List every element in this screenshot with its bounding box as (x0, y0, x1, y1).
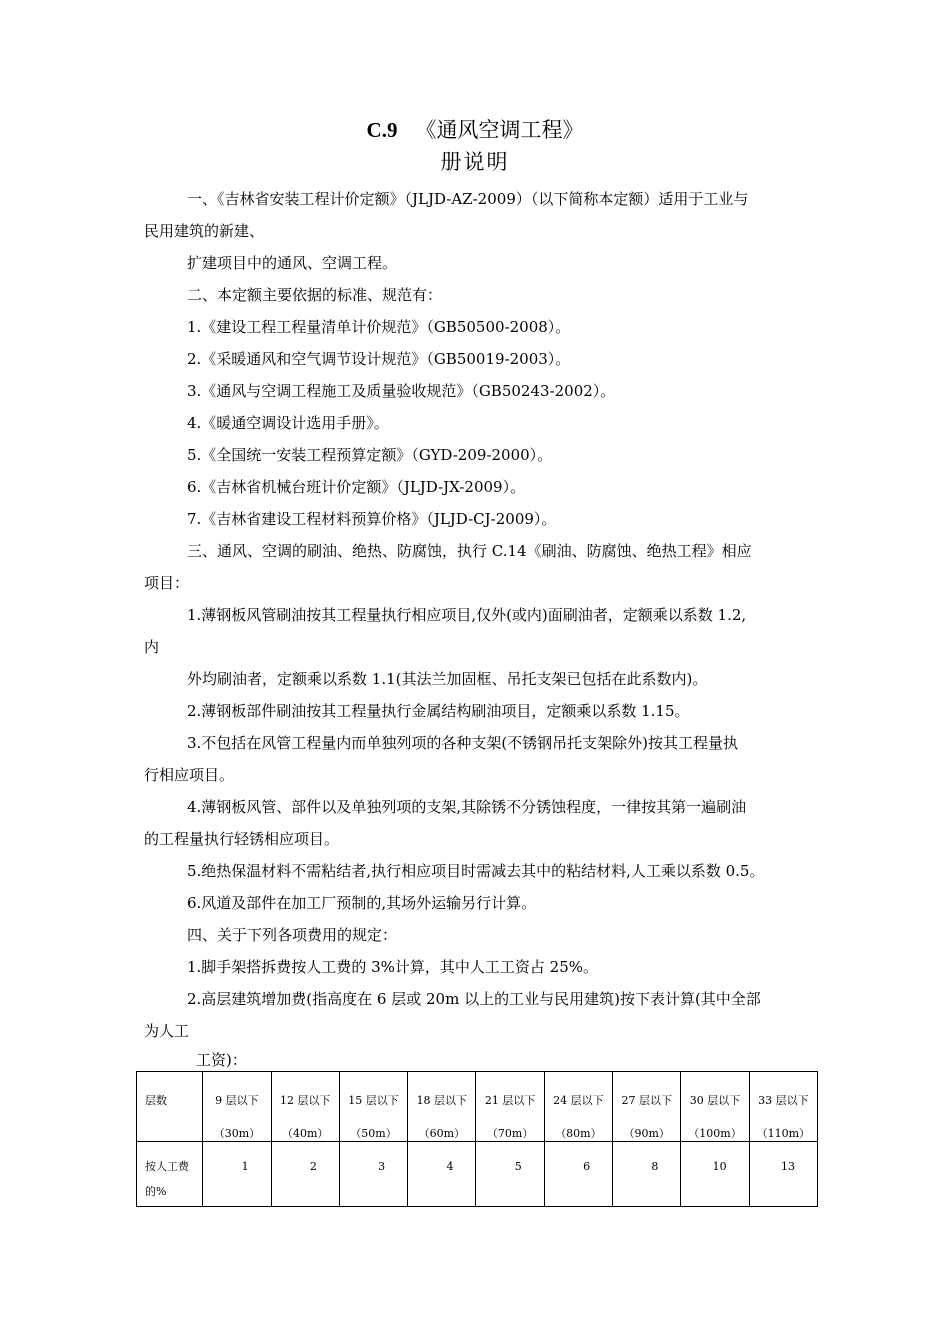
table-cell: 10 (681, 1142, 749, 1207)
table-header-cell: 27 层以下 （90m） (613, 1072, 681, 1142)
table-cell: 按人工费 的% (137, 1142, 203, 1207)
table-header-cell: 18 层以下 （60m） (408, 1072, 476, 1142)
paragraph-line: 工资)： (196, 1051, 247, 1069)
paragraph-line: 5.《全国统一安装工程预算定额》（GYD-209-2000）。 (187, 446, 553, 464)
paragraph-line: 4.薄钢板风管、部件以及单独列项的支架,其除锈不分锈蚀程度，一律按其第一遍刷油 (187, 798, 747, 816)
table-row (137, 1072, 818, 1142)
paragraph-line: 扩建项目中的通风、空调工程。 (187, 254, 398, 272)
chapter-code: C.9 (366, 118, 398, 142)
paragraph-line: 6.风道及部件在加工厂预制的,其场外运输另行计算。 (187, 894, 537, 912)
table-cell: 8 (613, 1142, 681, 1207)
table-header-cell: 12 层以下 （40m） (271, 1072, 339, 1142)
table-cell: 3 (339, 1142, 407, 1207)
table-header-cell: 15 层以下 （50m） (339, 1072, 407, 1142)
paragraph-line: 1.脚手架搭拆费按人工费的 3%计算，其中人工工资占 25%。 (187, 958, 598, 976)
table-cell: 4 (408, 1142, 476, 1207)
table-header-cell: 9 层以下 （30m） (203, 1072, 271, 1142)
paragraph-line: 外均刷油者，定额乘以系数 1.1(其法兰加固框、吊托支架已包括在此系数内)。 (187, 670, 708, 688)
table-cell: 1 (203, 1142, 271, 1207)
table-header-cell: 33 层以下 （110m） (749, 1072, 817, 1142)
paragraph-line: 3.《通风与空调工程施工及质量验收规范》（GB50243-2002）。 (187, 382, 616, 400)
paragraph-line: 项目： (144, 574, 190, 592)
table-cell: 5 (476, 1142, 544, 1207)
paragraph-line: 6.《吉林省机械台班计价定额》（JLJD-JX-2009）。 (187, 478, 526, 496)
paragraph-line: 2.高层建筑增加费(指高度在 6 层或 20m 以上的工业与民用建筑)按下表计算(其中全部 (187, 990, 761, 1008)
paragraph-line: 的工程量执行轻锈相应项目。 (144, 830, 340, 848)
chapter-title (0, 116, 950, 144)
table-header-cell: 24 层以下 （80m） (544, 1072, 612, 1142)
paragraph-line: 行相应项目。 (144, 766, 235, 784)
paragraph-line: 三、通风、空调的刷油、绝热、防腐蚀，执行 C.14《刷油、防腐蚀、绝热工程》相应 (187, 542, 752, 560)
paragraph-line: 5.绝热保温材料不需粘结者,执行相应项目时需减去其中的粘结材料,人工乘以系数 0.5。 (187, 862, 765, 880)
table-cell: 2 (271, 1142, 339, 1207)
paragraph-line: 一、《吉林省安装工程计价定额》（JLJD-AZ-2009）（以下简称本定额）适用于工业与 (187, 190, 749, 208)
table-cell: 6 (544, 1142, 612, 1207)
height-surcharge-table (136, 1071, 818, 1207)
paragraph-line: 2.《采暖通风和空气调节设计规范》（GB50019-2003）。 (187, 350, 571, 368)
chapter-name: 《通风空调工程》 (415, 118, 584, 142)
paragraph-line: 3.不包括在风管工程量内而单独列项的各种支架(不锈钢吊托支架除外)按其工程量执 (187, 734, 739, 752)
paragraph-line: 1.《建设工程工程量清单计价规范》（GB50500-2008）。 (187, 318, 571, 336)
paragraph-line: 二、本定额主要依据的标准、规范有： (187, 286, 443, 304)
table-row (137, 1142, 818, 1207)
paragraph-line: 为人工 (144, 1022, 190, 1040)
paragraph-line: 四、关于下列各项费用的规定： (187, 926, 398, 944)
paragraph-line: 内 (144, 638, 160, 656)
paragraph-line: 1.薄钢板风管刷油按其工程量执行相应项目,仅外(或内)面刷油者，定额乘以系数 1.2, (187, 606, 747, 624)
paragraph-line: 4.《暖通空调设计选用手册》。 (187, 414, 389, 432)
table-header-cell: 21 层以下 （70m） (476, 1072, 544, 1142)
table-header-cell: 30 层以下 （100m） (681, 1072, 749, 1142)
table-header-cell: 层数 (137, 1072, 203, 1142)
chapter-subtitle: 册说明 (440, 150, 510, 174)
paragraph-line: 民用建筑的新建、 (144, 222, 265, 240)
paragraph-line: 2.薄钢板部件刷油按其工程量执行金属结构刷油项目，定额乘以系数 1.15。 (187, 702, 690, 720)
table-cell: 13 (749, 1142, 817, 1207)
paragraph-line: 7.《吉林省建设工程材料预算价格》（JLJD-CJ-2009）。 (187, 510, 557, 528)
